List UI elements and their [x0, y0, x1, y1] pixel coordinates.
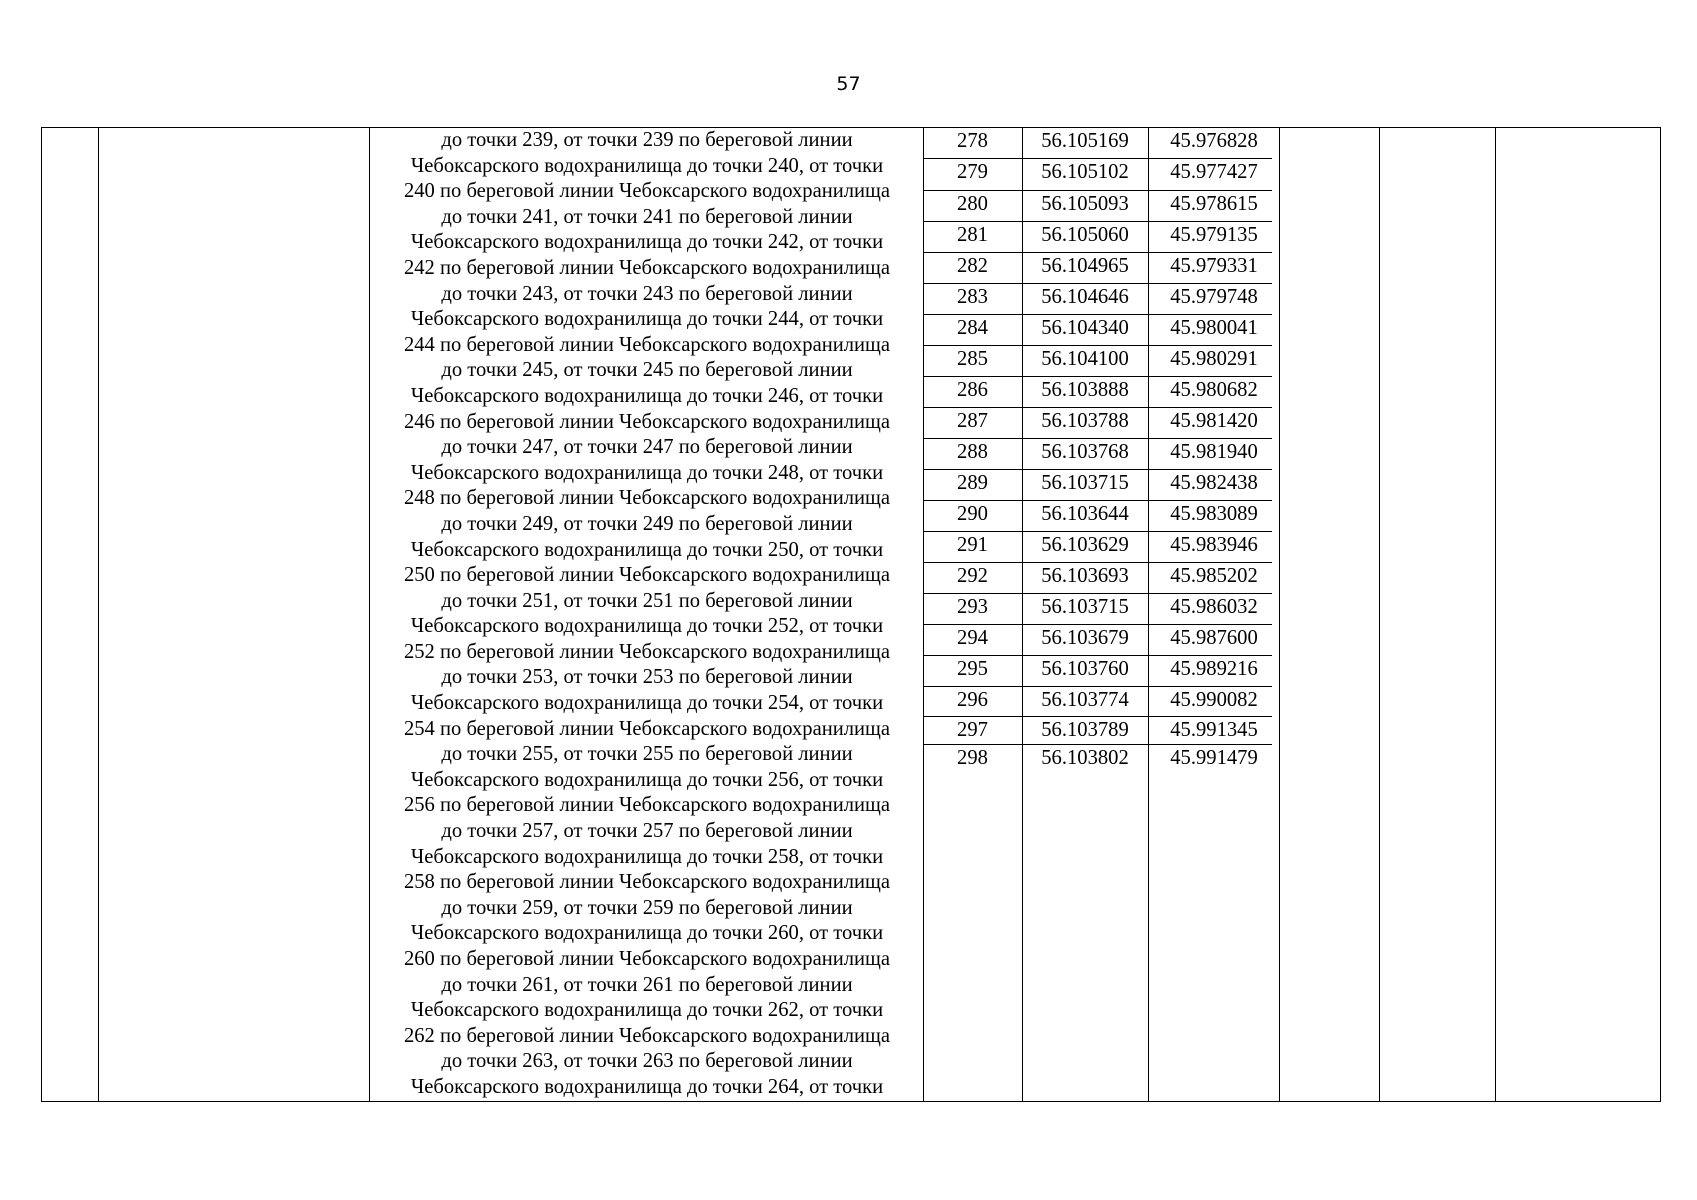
longitude: 45.981420 — [1170, 410, 1258, 432]
description-line: 252 по береговой линии Чебоксарского водохранилища — [403, 640, 891, 663]
point-number: 282 — [957, 255, 988, 277]
point-number: 298 — [957, 747, 988, 769]
point-number: 295 — [957, 658, 988, 680]
description-line: до точки 245, от точки 245 по береговой линии — [441, 359, 853, 382]
description-line: Чебоксарского водохранилища до точки 246, от точки — [410, 384, 884, 407]
latitude: 56.104646 — [1041, 286, 1129, 308]
point-number: 285 — [957, 348, 988, 370]
page-number: 57 — [836, 73, 861, 95]
table-row — [924, 744, 1272, 776]
description-line: 240 по береговой линии Чебоксарского водохранилища — [403, 180, 891, 203]
table-row — [924, 128, 1272, 159]
longitude: 45.991479 — [1170, 747, 1258, 769]
description-line: до точки 241, от точки 241 по береговой линии — [441, 205, 853, 228]
latitude: 56.103715 — [1041, 596, 1129, 618]
table-row — [924, 221, 1272, 253]
table-row — [924, 500, 1272, 532]
latitude: 56.103693 — [1041, 565, 1129, 587]
description-line: Чебоксарского водохранилища до точки 252, от точки — [410, 615, 884, 638]
latitude: 56.103774 — [1041, 689, 1129, 711]
latitude: 56.103888 — [1041, 379, 1129, 401]
point-number: 294 — [957, 627, 988, 649]
point-number: 288 — [957, 441, 988, 463]
description-line: до точки 255, от точки 255 по береговой линии — [441, 743, 853, 766]
point-number: 292 — [957, 565, 988, 587]
table-row — [924, 593, 1272, 625]
description-line: Чебоксарского водохранилища до точки 244, от точки — [410, 308, 884, 331]
description-line: до точки 263, от точки 263 по береговой линии — [441, 1050, 853, 1073]
point-number: 280 — [957, 193, 988, 215]
description-line: 242 по береговой линии Чебоксарского водохранилища — [403, 256, 891, 279]
latitude: 56.105169 — [1041, 130, 1129, 152]
latitude: 56.104100 — [1041, 348, 1129, 370]
description-line: 246 по береговой линии Чебоксарского водохранилища — [403, 410, 891, 433]
latitude: 56.103789 — [1041, 719, 1129, 741]
longitude: 45.990082 — [1170, 689, 1258, 711]
description-line: 254 по береговой линии Чебоксарского водохранилища — [403, 717, 891, 740]
longitude: 45.981940 — [1170, 441, 1258, 463]
point-number: 283 — [957, 286, 988, 308]
boundary-description — [370, 128, 924, 1101]
point-number: 279 — [957, 161, 988, 183]
table-row — [924, 531, 1272, 563]
point-number: 286 — [957, 379, 988, 401]
point-number: 278 — [957, 130, 988, 152]
description-line: 262 по береговой линии Чебоксарского водохранилища — [403, 1024, 891, 1047]
longitude: 45.983946 — [1170, 534, 1258, 556]
description-line: до точки 259, от точки 259 по береговой линии — [441, 896, 853, 919]
description-line: 250 по береговой линии Чебоксарского водохранилища — [403, 564, 891, 587]
longitude: 45.985202 — [1170, 565, 1258, 587]
point-number: 291 — [957, 534, 988, 556]
table-row — [924, 407, 1272, 439]
longitude: 45.980041 — [1170, 317, 1258, 339]
description-line: до точки 253, от точки 253 по береговой линии — [441, 666, 853, 689]
table-row — [924, 252, 1272, 284]
description-line: Чебоксарского водохранилища до точки 240, от точки — [410, 154, 884, 177]
longitude: 45.982438 — [1170, 472, 1258, 494]
description-line: 256 по береговой линии Чебоксарского водохранилища — [403, 794, 891, 817]
latitude: 56.103788 — [1041, 410, 1129, 432]
description-line: Чебоксарского водохранилища до точки 262, от точки — [410, 999, 884, 1022]
longitude: 45.980291 — [1170, 348, 1258, 370]
point-number: 281 — [957, 224, 988, 246]
description-line: до точки 251, от точки 251 по береговой линии — [441, 589, 853, 612]
description-line: Чебоксарского водохранилища до точки 264, от точки — [410, 1075, 884, 1098]
description-line: Чебоксарского водохранилища до точки 248, от точки — [410, 461, 884, 484]
description-line: до точки 247, от точки 247 по береговой линии — [441, 436, 853, 459]
latitude: 56.103679 — [1041, 627, 1129, 649]
table-row — [924, 283, 1272, 315]
latitude: 56.104340 — [1041, 317, 1129, 339]
longitude: 45.976828 — [1170, 130, 1258, 152]
description-line: до точки 239, от точки 239 по береговой линии — [441, 129, 853, 151]
column-divider — [1279, 128, 1280, 1101]
latitude: 56.105060 — [1041, 224, 1129, 246]
table-row — [924, 158, 1272, 190]
table-row — [924, 624, 1272, 656]
longitude: 45.989216 — [1170, 658, 1258, 680]
longitude: 45.987600 — [1170, 627, 1258, 649]
latitude: 56.103644 — [1041, 503, 1129, 525]
latitude: 56.103715 — [1041, 472, 1129, 494]
column-divider — [1495, 128, 1496, 1101]
table-row — [924, 655, 1272, 687]
latitude: 56.105093 — [1041, 193, 1129, 215]
longitude: 45.979748 — [1170, 286, 1258, 308]
latitude: 56.103629 — [1041, 534, 1129, 556]
latitude: 56.103802 — [1041, 747, 1129, 769]
description-line: 244 по береговой линии Чебоксарского водохранилища — [403, 333, 891, 356]
table-row — [924, 438, 1272, 470]
table-row — [924, 314, 1272, 346]
longitude: 45.983089 — [1170, 503, 1258, 525]
table-row — [924, 562, 1272, 594]
coordinates-table — [41, 127, 1661, 1102]
latitude: 56.104965 — [1041, 255, 1129, 277]
description-line: до точки 257, от точки 257 по береговой линии — [441, 820, 853, 843]
description-line: Чебоксарского водохранилища до точки 258, от точки — [410, 845, 884, 868]
point-number: 296 — [957, 689, 988, 711]
description-line: Чебоксарского водохранилища до точки 260, от точки — [410, 922, 884, 945]
description-line: Чебоксарского водохранилища до точки 242, от точки — [410, 231, 884, 254]
table-row — [924, 376, 1272, 408]
point-number: 284 — [957, 317, 988, 339]
column-divider — [98, 128, 99, 1101]
table-row — [924, 469, 1272, 501]
longitude: 45.978615 — [1170, 193, 1258, 215]
table-row — [924, 686, 1272, 718]
latitude: 56.103760 — [1041, 658, 1129, 680]
table-row — [924, 345, 1272, 377]
longitude: 45.979135 — [1170, 224, 1258, 246]
point-number: 290 — [957, 503, 988, 525]
longitude: 45.977427 — [1170, 161, 1258, 183]
description-line: до точки 261, от точки 261 по береговой линии — [441, 973, 853, 996]
longitude: 45.991345 — [1170, 719, 1258, 741]
description-line: Чебоксарского водохранилища до точки 250, от точки — [410, 538, 884, 561]
latitude: 56.105102 — [1041, 161, 1129, 183]
longitude: 45.986032 — [1170, 596, 1258, 618]
point-number: 293 — [957, 596, 988, 618]
description-line: Чебоксарского водохранилища до точки 254, от точки — [410, 692, 884, 715]
description-line: до точки 243, от точки 243 по береговой линии — [441, 282, 853, 305]
table-row — [924, 190, 1272, 222]
description-line: до точки 249, от точки 249 по береговой линии — [441, 512, 853, 535]
longitude: 45.980682 — [1170, 379, 1258, 401]
description-line: 260 по береговой линии Чебоксарского водохранилища — [403, 948, 891, 970]
longitude: 45.979331 — [1170, 255, 1258, 277]
description-line: Чебоксарского водохранилища до точки 256, от точки — [410, 768, 884, 791]
latitude: 56.103768 — [1041, 441, 1129, 463]
description-line: 258 по береговой линии Чебоксарского водохранилища — [403, 871, 891, 894]
point-number: 289 — [957, 472, 988, 494]
point-number: 287 — [957, 410, 988, 432]
column-divider — [1379, 128, 1380, 1101]
description-line: 248 по береговой линии Чебоксарского водохранилища — [403, 487, 891, 510]
point-number: 297 — [957, 719, 988, 741]
